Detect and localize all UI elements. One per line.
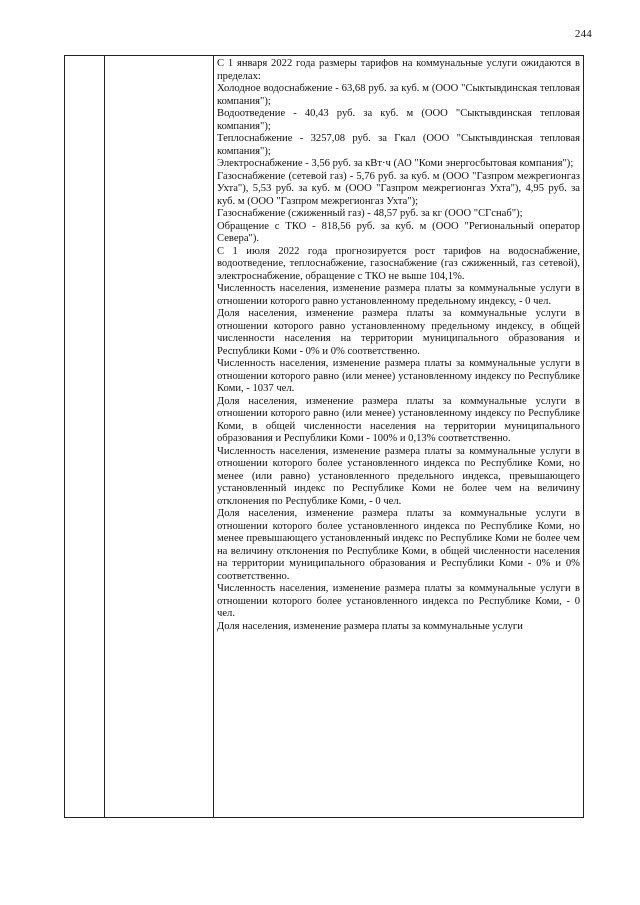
text-cell <box>214 56 584 818</box>
paragraph: Численность населения, изменение размера платы за коммунальные услуги в отношении которого более установленного индекса по Республике Коми, - 0 чел. <box>217 583 580 619</box>
empty-cell-indicator <box>105 56 214 818</box>
paragraph: Электроснабжение - 3,56 руб. за кВт·ч (АО "Коми энергосбытовая компания"); <box>217 158 574 169</box>
document-table <box>64 55 584 818</box>
paragraph: Теплоснабжение - 3257,08 руб. за Гкал (ООО "Сыктывдинская тепловая компания"); <box>217 133 580 157</box>
paragraph: С 1 января 2022 года размеры тарифов на коммунальные услуги ожидаются в пределах: <box>217 58 580 82</box>
paragraph: Численность населения, изменение размера платы за коммунальные услуги в отношении которого равно (или менее) установленному индексу по Республике Коми, - 1037 чел. <box>217 358 580 394</box>
paragraph: Обращение с ТКО - 818,56 руб. за куб. м (ООО "Региональный оператор Севера"). <box>217 220 580 244</box>
paragraph: Газоснабжение (сжиженный газ) - 48,57 руб. за кг (ООО "СГснаб"); <box>217 208 523 219</box>
paragraph: Газоснабжение (сетевой газ) - 5,76 руб. за куб. м (ООО "Газпром межрегионгаз Ухта"), 5,53 руб. за куб. м (ООО "Газпром межрегионгаз Ухта"), 4,95 руб. за куб. м (ООО "Газпром межрегионгаз Ухта"); <box>217 170 580 207</box>
empty-cell-number <box>65 56 105 818</box>
paragraph: С 1 июля 2022 года прогнозируется рост тарифов на водоснабжение, водоотведение, теплоснабжение, газоснабжение (газ сжиженный, газ сетевой), электроснабжение, обращение с ТКО не выше 104,1%. <box>217 245 580 282</box>
paragraph: Водоотведение - 40,43 руб. за куб. м (ООО "Сыктывдинская тепловая компания"); <box>217 108 580 132</box>
paragraph: Холодное водоснабжение - 63,68 руб. за куб. м (ООО "Сыктывдинская тепловая компания"); <box>217 83 580 107</box>
paragraph: Численность населения, изменение размера платы за коммунальные услуги в отношении которого равно установленному предельному индексу, - 0 чел. <box>217 283 580 307</box>
table-row <box>65 56 584 818</box>
paragraph: Численность населения, изменение размера платы за коммунальные услуги в отношении которого более установленного индекса по Республике Коми, но менее (или равно) установленного предельного индекса, превышающего установленный индекс по Республике Коми не более чем на величину отклонения по Республике Коми, - 0 чел. <box>217 445 580 507</box>
paragraph: Доля населения, изменение размера платы за коммунальные услуги <box>217 620 523 632</box>
paragraph: Доля населения, изменение размера платы за коммунальные услуги в отношении которого равно (или менее) установленному индексу по Республике Коми, в общей численности населения на территории муниципального образования и Республики Коми - 100% и 0,13% соответственно. <box>217 395 580 444</box>
page-number: 244 <box>574 28 592 40</box>
paragraph: Доля населения, изменение размера платы за коммунальные услуги в отношении которого более установленного индекса по Республике Коми, но менее превышающего установленный индекс по Республике Коми не более чем на величину отклонения по Республике Коми, в общей численности населения на территории муниципального образования и Республики Коми - 0% и 0% соответственно. <box>217 508 580 582</box>
paragraph: Доля населения, изменение размера платы за коммунальные услуги в отношении которого равно установленному предельному индексу, в общей численности населения на территории муниципального образования и Республики Коми - 0% и 0% соответственно. <box>217 308 580 357</box>
